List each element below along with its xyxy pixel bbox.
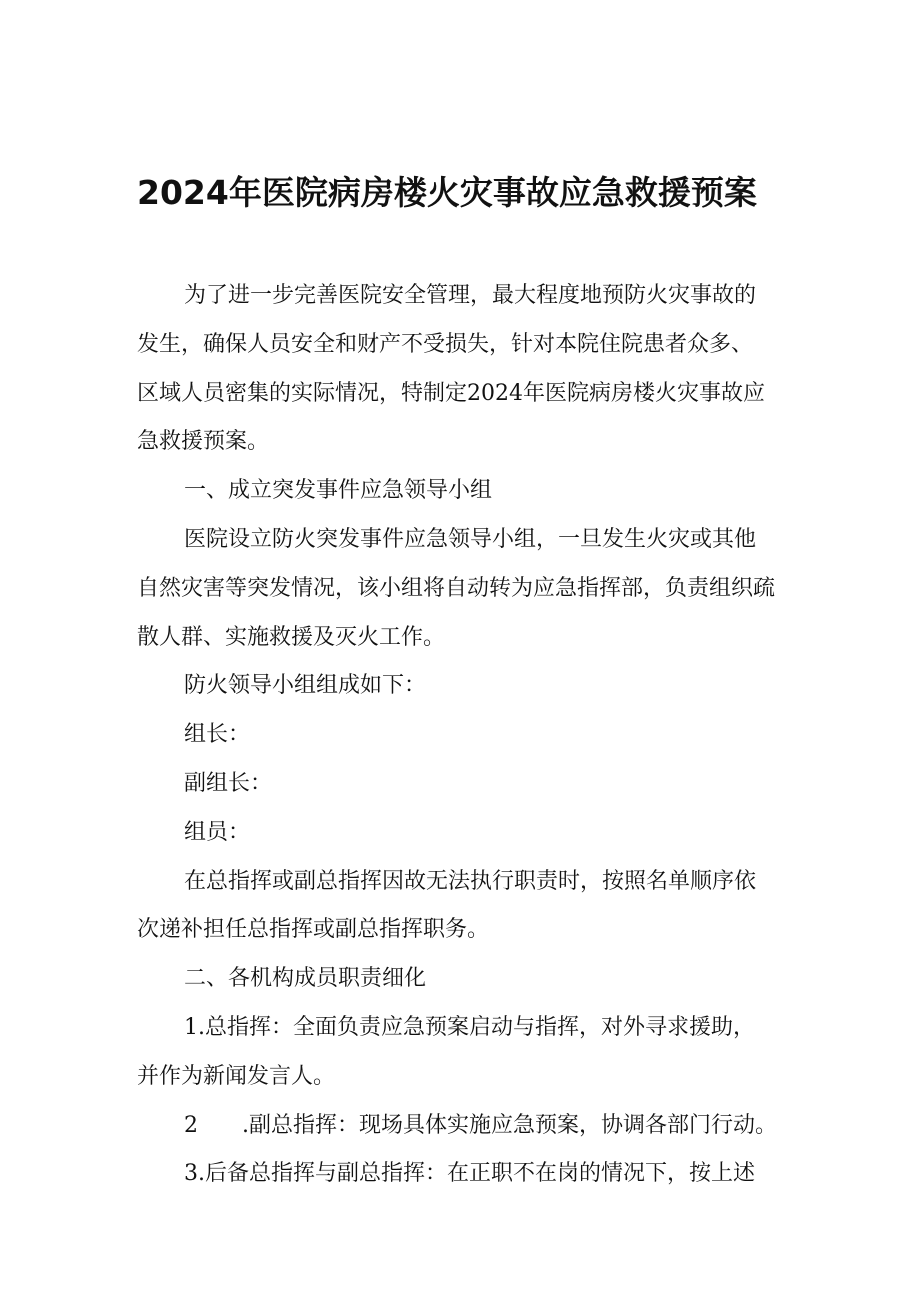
text-line: 散人群、实施救援及灭火工作。 [137,624,446,650]
text-line: 并作为新闻发言人。 [137,1063,336,1089]
text-line: 防火领导小组组成如下： [184,673,427,699]
text-line: 副组长： [184,770,273,796]
text-line: 急救援预案。 [137,429,270,455]
text-line: 一、成立突发事件应急领导小组 [184,478,493,504]
section-heading-1 [137,467,793,516]
paragraph-succession [137,858,793,956]
text-line: 为了进一步完善医院安全管理，最大程度地预防火灾事故的 [184,283,757,308]
item-text: .副总指挥：现场具体实施应急预案，协调各部门行动。 [242,1112,777,1138]
duty-item-2 [137,1102,793,1151]
text-line: 二、各机构成员职责细化 [184,966,427,992]
field-leader [137,711,793,760]
text-line [137,1102,793,1151]
text-line: 医院设立防火突发事件应急领导小组，一旦发生火灾或其他 [184,526,757,552]
text-line: 发生，确保人员安全和财产不受损失，针对本院住院患者众多、 [137,331,754,357]
text-line: 自然灾害等突发情况，该小组将自动转为应急指挥部，负责组织疏 [137,575,776,601]
document-title: 2024年医院病房楼火灾事故应急救援预案 [137,173,757,212]
text-line: 次递补担任总指挥或副总指挥职务。 [137,917,490,943]
field-deputy-leader [137,760,793,809]
item-number: 2 [184,1112,198,1138]
paragraph-intro [137,272,793,467]
section-heading-2 [137,955,793,1004]
document-body [137,272,793,1199]
duty-item-3 [137,1150,793,1199]
text-line: 组员： [184,819,251,845]
text-line: 组长： [184,722,251,748]
text-line: 3.后备总指挥与副总指挥：在正职不在岗的情况下，按上述 [184,1161,755,1187]
duty-item-1 [137,1004,793,1102]
paragraph-composition [137,662,793,711]
text-line: 1.总指挥：全面负责应急预案启动与指挥，对外寻求援助， [184,1014,755,1040]
text-line: 在总指挥或副总指挥因故无法执行职责时，按照名单顺序依 [184,868,757,894]
field-members [137,809,793,858]
paragraph-leadership [137,516,793,662]
text-line: 区域人员密集的实际情况，特制定2024年医院病房楼火灾事故应 [137,380,765,406]
